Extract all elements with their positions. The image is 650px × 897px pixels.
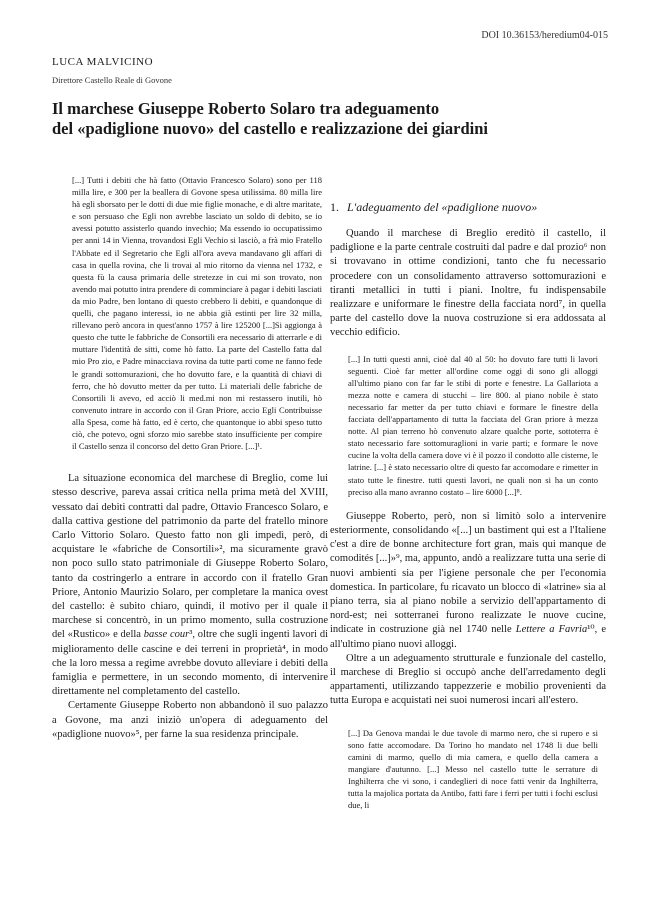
left-p1-text: La situazione economica del marchese di Breglio, come lui stesso descrive, pareva assai critica nella prima metà del XVIII, vessato dai debiti contratti dal padre, Ottavio Francesco Solaro, e dalla cattiva gestione del patrimonio da parte del fratello minore Carlo Vittorio Solaro. Questo fatto non gli impedì, però, di acquistare le «fabriche de Consortili»², ma sicuramente gravò non poco sullo stato patrimoniale di Giuseppe Roberto Solaro, tanto da costringerlo a entrare in accordo con il fratello Gran Priore, Antonio Maurizio Solaro, per completare la manica ovest del castello: è subito chiaro, quindi, il motivo per il quale il marchese si concentrò, in un primo momento, sulla costruzione del «Rustico» e della <box>52 473 328 641</box>
right-block-quote-1: [...] In tutti questi anni, cioè dal 40 al 50: ho dovuto fare tutti li lavori seguenti. Cioè far metter all'ordine come oggi di sono gli alloggi all'ultimo piano con far far le stibi di porte e fenestre. La Gallariota a mezza notte e camera di stucchi – lire 800. al piano nobile è stato necessario far metter da per tutto chiavi e formare le finestre della facciata dell'appartamento di tutta la facciata del Gran priore à mezza notte. Al pian terreno hò convenuto alzare qualche porte, sottoterra è stato necessario fare sottomuraglioni in varie parti; e formare le nove cucine la volta della camera dove vi è il pozzo il condotto alle cisterne, le latrine. [...] è stato necessario oltre di questo far accomodare e rimetter in stato tutte le finestre. tutti questi lavori, ne quali non si ha un conto preciso alla mano avranno costato – lire 6000 [...]⁸. <box>348 353 598 497</box>
left-paragraph-1 <box>52 472 328 699</box>
right-paragraph-3: Oltre a un adeguamento strutturale e funzionale del castello, il marchese di Breglio si occupò anche dell'arredamento degli appartamenti, utilizzando tappezzerie e mobilio provenienti da tutta Europa e acquistati nei suoi numerosi incari all'estero. <box>330 652 606 707</box>
section-title: L'adeguamento del «padiglione nuovo» <box>347 200 538 214</box>
right-paragraph-1: Quando il marchese di Breglio ereditò il castello, il padiglione e la parte centrale costruiti dal padre e dal prozio⁶ non si trovavano in ottime condizioni, tanto che fu necessario procedere con un consolidamento attraverso sottomurazioni e tiranti metallici in tutti i piani. Inoltre, fu indispensabile realizzare e uniformare le finestre della facciata nord⁷, in quella parte del castello dove la nuova costruzione si era addossata al vecchio edificio. <box>330 228 606 339</box>
doi-label: DOI 10.36153/heredium04-015 <box>481 30 608 41</box>
right-p2-text: Giuseppe Roberto, però, non si limitò solo a intervenire esteriormente, consolidando «[...] un bastiment qui est a l'Italiene c'est a dire de bonne architecture fort gran, mais qui manque de comodités [...]»⁹, ma, appunto, andò a realizzare tutta una serie di nuovi ambienti sia per l'igiene personale che per l'economia domestica. In particolare, fu ricavato un blocco di «latrine» sia al piano terra, sia al piano nobile a servizio dell'appartamento di nord-est; nei sotterranei furono realizzate le nuove cucine, indicate in costruzione già nel 1740 nelle <box>330 510 606 636</box>
right-column <box>330 170 606 811</box>
right-paragraph-2 <box>330 510 606 652</box>
article-title <box>52 99 612 139</box>
right-p2-rest: ¹⁰, e all'ultimo piano nuovi alloggi. <box>330 624 607 650</box>
title-line-1: Il marchese Giuseppe Roberto Solaro tra adeguamento <box>52 99 440 118</box>
left-paragraph-2: Certamente Giuseppe Roberto non abbandonò il suo palazzo a Govone, ma anzi iniziò un'opera di adeguamento del «padiglione nuovo»⁵, per farne la sua residenza principale. <box>52 700 328 740</box>
section-heading <box>330 200 606 215</box>
left-block-quote: [...] Tutti i debiti che hà fatto (Ottavio Francesco Solaro) sono per 118 milla lire, e 300 per la beallera di Govone spesa utilissima. 80 milla lire hà egli sborsato per le dotti di due mie figlie monache, e di altre maritate, e son persuaso che Egli non avrebbe lasciato un soldo di debito, se io avessi potutto assisterlo quando invechio; Ma essendo io occupatissimo per anni 14 in Vienna, trovandosi Egli Vechio si lasciò, a frà mio Fratello l'Abbate ed il Segretario che Egli all'ora aveva mandavano gli affari di casa in quella rovina, che li trovai al mio ritorno da vienna nel 1732, e questa fù la causa primaria delle stretezze in cui mi son trovato, non avendo mai potutto intra prendere di comminciare à pagar i debiti lasciati da mio Padre, ben lontano di questo crebbero li debiti, e quandonque di quelli, che pagano interessi, io ne abbia già estinti per lire 32 milla, rillevano però ancora in quest'anno 1757 à lire 125200 [...]Si aggionga à questo che tutte le fabbriche de Consortili era necessario di atterrarle e di muttare l'identità de sitti, come hò fatto. La parte del Castello fatta dal mio Pro zio, e Padre minacciava rovina da tutte parti come ne fanno fede le grandi sottomurazioni, che ho dovutto fare, e la quantità di chiavi di ferro, che hò dovutto metter da per tutto. Li materiali delle fabriche de Consortili li avevo, ed acciò li med.mi non mi restassero inutili, hò convenuto intrare in accordo con il Gran Priore, accio Egli Contribuisse alla Spesa, come hà fatto, ed è certo, che quantonque io abbi speso tutto ciò, che potevo, ogni sforzo mio sarebbe stato insufficiente per compire il Castello senza il concorso del detto Gran Priore. [...]¹. <box>72 175 322 452</box>
left-p1-emphasis: basse cour <box>143 629 190 641</box>
right-p2-emphasis: Lettere a Favria <box>515 624 588 636</box>
title-line-2: del «padiglione nuovo» del castello e realizzazione dei giardini <box>52 119 489 138</box>
author-role: Direttore Castello Reale di Govone <box>52 75 172 85</box>
left-column <box>52 170 328 742</box>
left-p1-rest: ³, oltre che sugli ingenti lavori di miglioramento delle cascine e dei terreni in proprietà⁴, in modo che la loro messa a regime avrebbe dovuto alleviare i debiti della famiglia e permettere, in un secondo momento, di intervenire direttamente nel completamento del castello. <box>52 629 328 698</box>
section-number: 1. <box>330 200 339 214</box>
author-name: LUCA MALVICINO <box>52 56 154 68</box>
right-block-quote-2: [...] Da Genova mandai le due tavole di marmo nero, che si rupero e si sono fatte accomodare. Da Torino ho mandato nel 1748 li due belli camini di marmo, quello di mia camera, e quello della camera a mangiare d'autunno. [...] Messo nel castello tutte le serrature di Inghilterra che vi sono, i candeglieri di noce fatti venir da Inghilterra, tutta la majolica portata da Antibo, fatti fare i ferri per tutti i fochi esclusi due, li <box>348 727 598 811</box>
